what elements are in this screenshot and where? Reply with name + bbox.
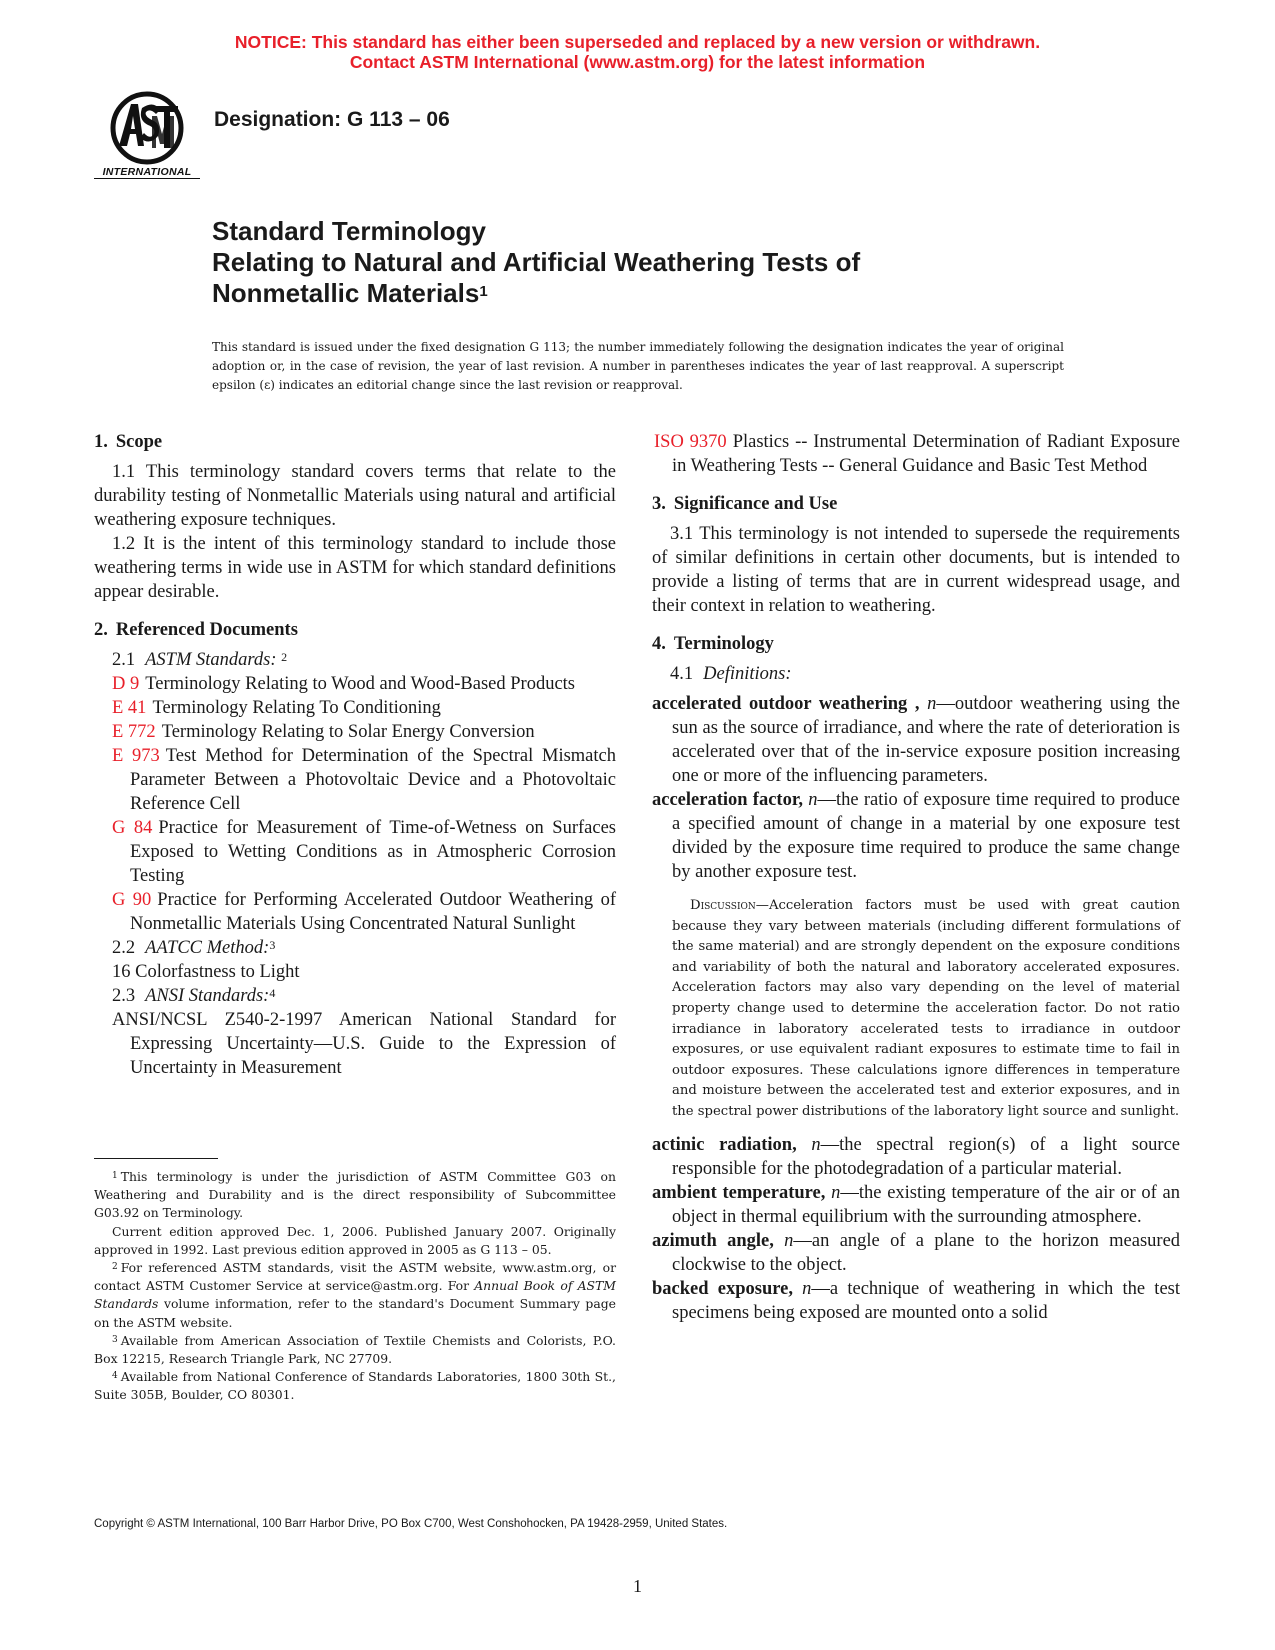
astm-logo-icon <box>94 86 200 166</box>
term-actinic-radiation: actinic radiation, n—the spectral region(s) of a light source responsible for the photodegradation of a particular material. <box>652 1134 1180 1179</box>
right-column <box>652 430 1180 1325</box>
footnote-4: $^4$ Available from National Conference of Standards Laboratories, 1800 30th St., Suite 305B, Boulder, CO 80301. <box>94 1369 616 1403</box>
scope-para-1-2: 1.2 It is the intent of this terminology standard to include those weathering terms in wide use in ASTM for which standard definitions appear desirable. <box>94 534 616 602</box>
withdrawal-notice <box>0 32 1275 72</box>
ref-item: G 84 Practice for Measurement of Time-of-Wetness on Surfaces Exposed to Wetting Conditions as in Atmospheric Corrosion Testing <box>112 818 616 886</box>
section-scope-heading: 1. Scope <box>94 432 163 452</box>
title-footnote-mark: 1 <box>479 283 488 300</box>
ref-item: G 90 Practice for Performing Accelerated Outdoor Weathering of Nonmetallic Materials Using Concentrated Natural Sunlight <box>112 890 616 934</box>
footnote-2: $^2$ For referenced ASTM standards, visit the ASTM website, www.astm.org, or contact ASTM Customer Service at service@astm.org. For Annual Book of ASTM Standards volume information, refer to the standard's Document Summary page on the ASTM website. <box>94 1260 616 1330</box>
left-column <box>94 430 616 1080</box>
ref-link-g84[interactable]: G 84 <box>112 818 153 838</box>
aatcc-item: 16 Colorfastness to Light <box>112 962 300 982</box>
footnotes <box>94 1168 616 1405</box>
significance-para-3-1: 3.1 This terminology is not intended to supersede the requirements of similar definitions in certain other documents, but is intended to provide a listing of terms that are in current widespread usage, and their context in relation to weathering. <box>652 524 1180 616</box>
title-line-1: Standard Terminology <box>212 216 486 246</box>
footnote-1: $^1$ This terminology is under the jurisdiction of ASTM Committee G03 on Weathering and Durability and is the direct responsibility of Subcommittee G03.92 on Terminology. <box>94 1169 616 1221</box>
footnote-1-edition: Current edition approved Dec. 1, 2006. Published January 2007. Originally approved in 1992. Last previous edition approved in 2005 as G 113 – 05. <box>94 1223 616 1257</box>
ref-link-e973[interactable]: E 973 <box>112 746 160 766</box>
ref-item: E 41 Terminology Relating To Conditioning <box>112 698 441 718</box>
discussion-note: Discussion—Acceleration factors must be used with great caution because they vary between materials (including different formulations of the same material) and are strongly dependent on the exposure conditions and variability of both the natural and laboratory accelerated exposures. Acceleration factors may also vary depending on the level of material property change used to determine the acceleration factor. Do not ratio irradiance in laboratory accelerated tests to irradiance in outdoor exposures, or use equivalent radiant exposures to estimate time to fail in outdoor exposures. These calculations ignore differences in temperature and moisture between the accelerated test and exterior exposures, and in the spectral power distributions of the laboratory light source and sunlight. <box>672 898 1180 1119</box>
notice-line-2: Contact ASTM International (www.astm.org) for the latest information <box>349 52 926 72</box>
issued-note: This standard is issued under the fixed designation G 113; the number immediately following the designation indicates the year of original adoption or, in the case of revision, the year of last revision. A number in parentheses indicates the year of last reapproval. A superscript epsilon (ε) indicates an editorial change since the last revision or reapproval. <box>212 340 1064 392</box>
ref-link-e41[interactable]: E 41 <box>112 698 147 718</box>
term-acceleration-factor: acceleration factor, n—the ratio of exposure time required to produce a specified amount of change in a material by one exposure test divided by the exposure time required to produce the same change by another exposure test. <box>652 790 1180 882</box>
ref-item: E 772 Terminology Relating to Solar Energy Conversion <box>112 722 535 742</box>
footnote-divider <box>94 1158 218 1159</box>
designation: Designation: G 113 – 06 <box>214 108 450 131</box>
ref-link-iso9370[interactable]: ISO 9370 <box>654 432 727 452</box>
copyright-line: Copyright © ASTM International, 100 Barr Harbor Drive, PO Box C700, West Conshohocken, PA 19428-2959, United States. <box>94 1518 728 1530</box>
scope-para-1-1: 1.1 This terminology standard covers terms that relate to the durability testing of Nonmetallic Materials using natural and artificial weathering exposure techniques. <box>94 462 616 530</box>
ref-item: E 973 Test Method for Determination of the Spectral Mismatch Parameter Between a Photovoltaic Device and a Photovoltaic Reference Cell <box>112 746 616 814</box>
term-backed-exposure: backed exposure, n—a technique of weathering in which the test specimens being exposed are mounted onto a solid <box>652 1278 1180 1323</box>
section-referenced-heading: 2. Referenced Documents <box>94 620 298 640</box>
term-azimuth-angle: azimuth angle, n—an angle of a plane to the horizon measured clockwise to the object. <box>652 1230 1181 1275</box>
logo-international-text: INTERNATIONAL <box>94 166 200 179</box>
definitions-subheading: 4.1 Definitions: <box>670 664 792 684</box>
ansi-item: ANSI/NCSL Z540-2-1997 American National Standard for Expressing Uncertainty—U.S. Guide to the Expression of Uncertainty in Measurement <box>112 1010 616 1078</box>
ref-link-g90[interactable]: G 90 <box>112 890 152 910</box>
ref-link-d9[interactable]: D 9 <box>112 674 140 694</box>
ref-link-e772[interactable]: E 772 <box>112 722 156 742</box>
document-title <box>212 216 860 309</box>
aatcc-subheading: 2.2 AATCC Method:$^3$ <box>112 938 276 958</box>
ref-item: D 9 Terminology Relating to Wood and Wood-Based Products <box>112 674 575 694</box>
title-line-2: Relating to Natural and Artificial Weathering Tests of <box>212 247 861 277</box>
term-accelerated-outdoor-weathering: accelerated outdoor weathering , n—outdoor weathering using the sun as the source of irradiance, and where the rate of deterioration is accelerated over that of the in-service exposure position increasing one or more of the influencing parameters. <box>652 694 1181 786</box>
notice-line-1: NOTICE: This standard has either been superseded and replaced by a new version or withdrawn. <box>234 32 1041 52</box>
page-number: 1 <box>633 1576 642 1596</box>
section-terminology-heading: 4. Terminology <box>652 634 774 654</box>
ansi-subheading: 2.3 ANSI Standards:$^4$ <box>112 986 276 1006</box>
footnote-3: $^3$ Available from American Association of Textile Chemists and Colorists, P.O. Box 12215, Research Triangle Park, NC 27709. <box>94 1332 616 1367</box>
iso-item: ISO 9370 Plastics -- Instrumental Determination of Radiant Exposure in Weathering Tests -- General Guidance and Basic Test Method <box>654 432 1180 476</box>
astm-standards-subheading: 2.1 ASTM Standards: $^2$ <box>112 650 288 670</box>
section-significance-heading: 3. Significance and Use <box>652 494 838 514</box>
term-ambient-temperature: ambient temperature, n—the existing temperature of the air or of an object in thermal equilibrium with the surrounding atmosphere. <box>652 1182 1181 1227</box>
astm-logo <box>94 86 200 182</box>
title-line-3: Nonmetallic Materials <box>212 278 480 308</box>
